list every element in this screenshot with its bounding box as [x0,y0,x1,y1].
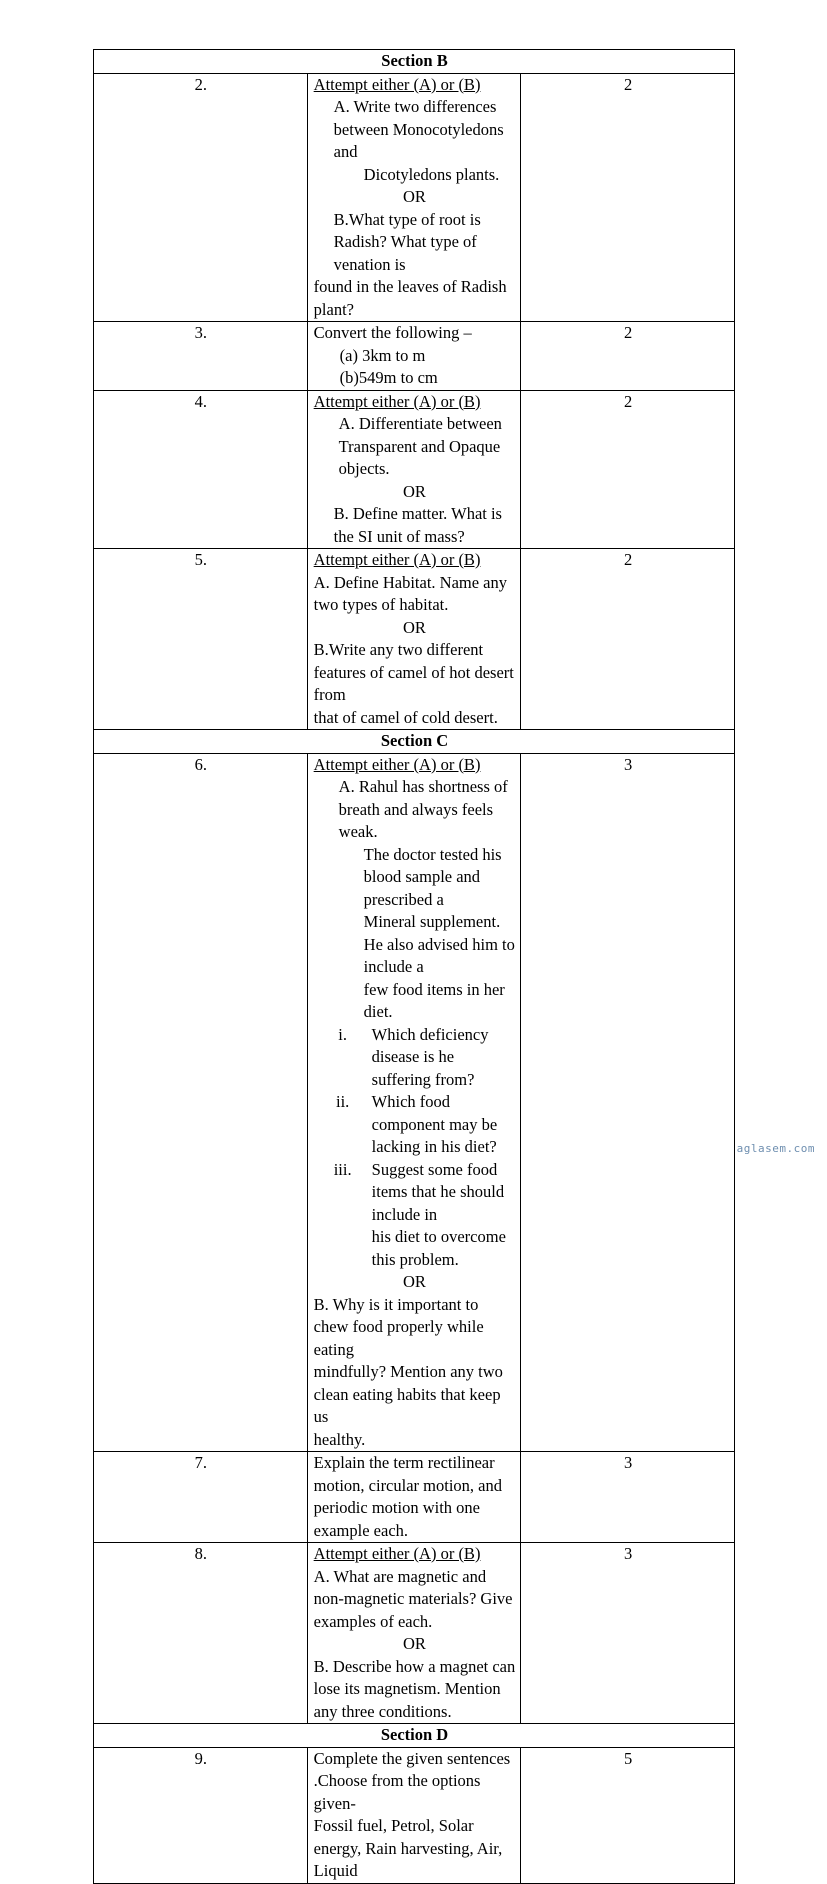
sub-question-text: Which food component may be lacking in his diet? [371,1092,498,1156]
question-line: periodic motion with one example each. [313,1498,481,1540]
question-marks: 3 [521,1452,735,1543]
attempt-instruction: Attempt either (A) or (B) [313,74,481,94]
question-table [93,49,735,1884]
section-header [94,1724,735,1748]
section-header [94,50,735,74]
question-number: 4. [94,390,308,549]
option-a-text: A. Define Habitat. Name any two types of habitat. [313,572,507,614]
option-a-text: Dicotyledons plants. [363,164,500,184]
option-b-text: any three conditions. [313,1701,452,1721]
question-text [307,1452,521,1543]
sub-question-text: his diet to overcome this problem. [371,1227,506,1269]
question-line: (a) 3km to m [339,345,426,365]
question-marks: 2 [521,390,735,549]
sub-question-number: iii. [333,1159,352,1179]
or-separator: OR [403,617,426,637]
question-line: given- [313,1793,356,1813]
question-marks: 2 [521,73,735,322]
question-row [94,1747,735,1883]
question-line: (b)549m to cm [339,368,438,387]
question-row [94,753,735,1452]
question-row [94,390,735,549]
section-header [94,730,735,754]
attempt-instruction: Attempt either (A) or (B) [313,550,481,569]
question-number: 3. [94,322,308,391]
question-number: 9. [94,1747,308,1883]
option-b-text: B. Define matter. What is the SI unit of mass? [333,504,502,546]
attempt-instruction: Attempt either (A) or (B) [313,1544,481,1563]
option-b-text: B.Write any two different features of camel of hot desert from [313,640,514,704]
option-b-text: B.What type of root is Radish? What type of venation is [333,209,481,274]
question-line: Explain the term rectilinear motion, circular motion, and [313,1453,502,1495]
question-number: 7. [94,1452,308,1543]
question-number: 5. [94,549,308,730]
option-b-text: found in the leaves of Radish plant? [313,277,507,319]
attempt-instruction: Attempt either (A) or (B) [313,754,481,774]
or-separator: OR [403,187,426,206]
option-a-text: A. Write two differences between Monocotyledons and [333,97,504,161]
option-b-text: mindfully? Mention any two clean eating habits that keep us [313,1362,503,1426]
option-a-text: Mineral supplement. He also advised him to include a [363,912,515,976]
question-text [307,1543,521,1724]
question-marks: 5 [521,1747,735,1883]
or-separator: OR [403,481,426,501]
question-line: Fossil fuel, Petrol, Solar energy, Rain harvesting, Air, Liquid [313,1816,503,1880]
question-row [94,1452,735,1543]
section-c-title: Section C [94,730,735,754]
question-marks: 3 [521,1543,735,1724]
question-line: Complete the given sentences .Choose from the options [313,1748,511,1790]
option-b-text: B. Why is it important to chew food properly while eating [313,1294,484,1359]
question-number: 6. [94,753,308,1452]
question-text [307,549,521,730]
option-a-text: A. Differentiate between Transparent and Opaque objects. [338,414,502,478]
sub-question-text: Which deficiency disease is he suffering from? [371,1024,489,1089]
option-a-text: A. Rahul has shortness of breath and always feels weak. [338,777,508,841]
attempt-instruction: Attempt either (A) or (B) [313,391,481,411]
sub-question-number: ii. [336,1092,350,1111]
question-row [94,1543,735,1724]
question-row [94,322,735,391]
option-b-text: B. Describe how a magnet can lose its magnetism. Mention [313,1656,516,1698]
sub-question-text: Suggest some food items that he should include in [371,1159,505,1224]
option-a-text: The doctor tested his blood sample and prescribed a [363,844,502,909]
question-line: Convert the following – [313,323,472,342]
question-text [307,753,521,1452]
sub-question-number: i. [338,1024,348,1044]
question-text [307,322,521,391]
section-b-title: Section B [94,50,735,74]
question-marks: 3 [521,753,735,1452]
sub-question [314,1226,516,1271]
question-text [307,1747,521,1883]
sub-question [314,1024,516,1092]
option-b-text: that of camel of cold desert. [313,707,498,727]
sub-question [314,1091,516,1159]
question-text [307,73,521,322]
question-text [307,390,521,549]
or-separator: OR [403,1634,426,1653]
question-row [94,73,735,322]
question-marks: 2 [521,322,735,391]
question-row [94,549,735,730]
option-a-text: A. What are magnetic and non-magnetic materials? Give [313,1566,513,1608]
option-b-text: healthy. [313,1429,366,1449]
question-number: 2. [94,73,308,322]
question-marks: 2 [521,549,735,730]
site-watermark: aglasem.com [736,1142,815,1155]
question-number: 8. [94,1543,308,1724]
section-d-title: Section D [94,1724,735,1748]
or-separator: OR [403,1272,426,1291]
option-a-text: examples of each. [313,1611,433,1631]
option-a-text: few food items in her diet. [363,979,505,1021]
